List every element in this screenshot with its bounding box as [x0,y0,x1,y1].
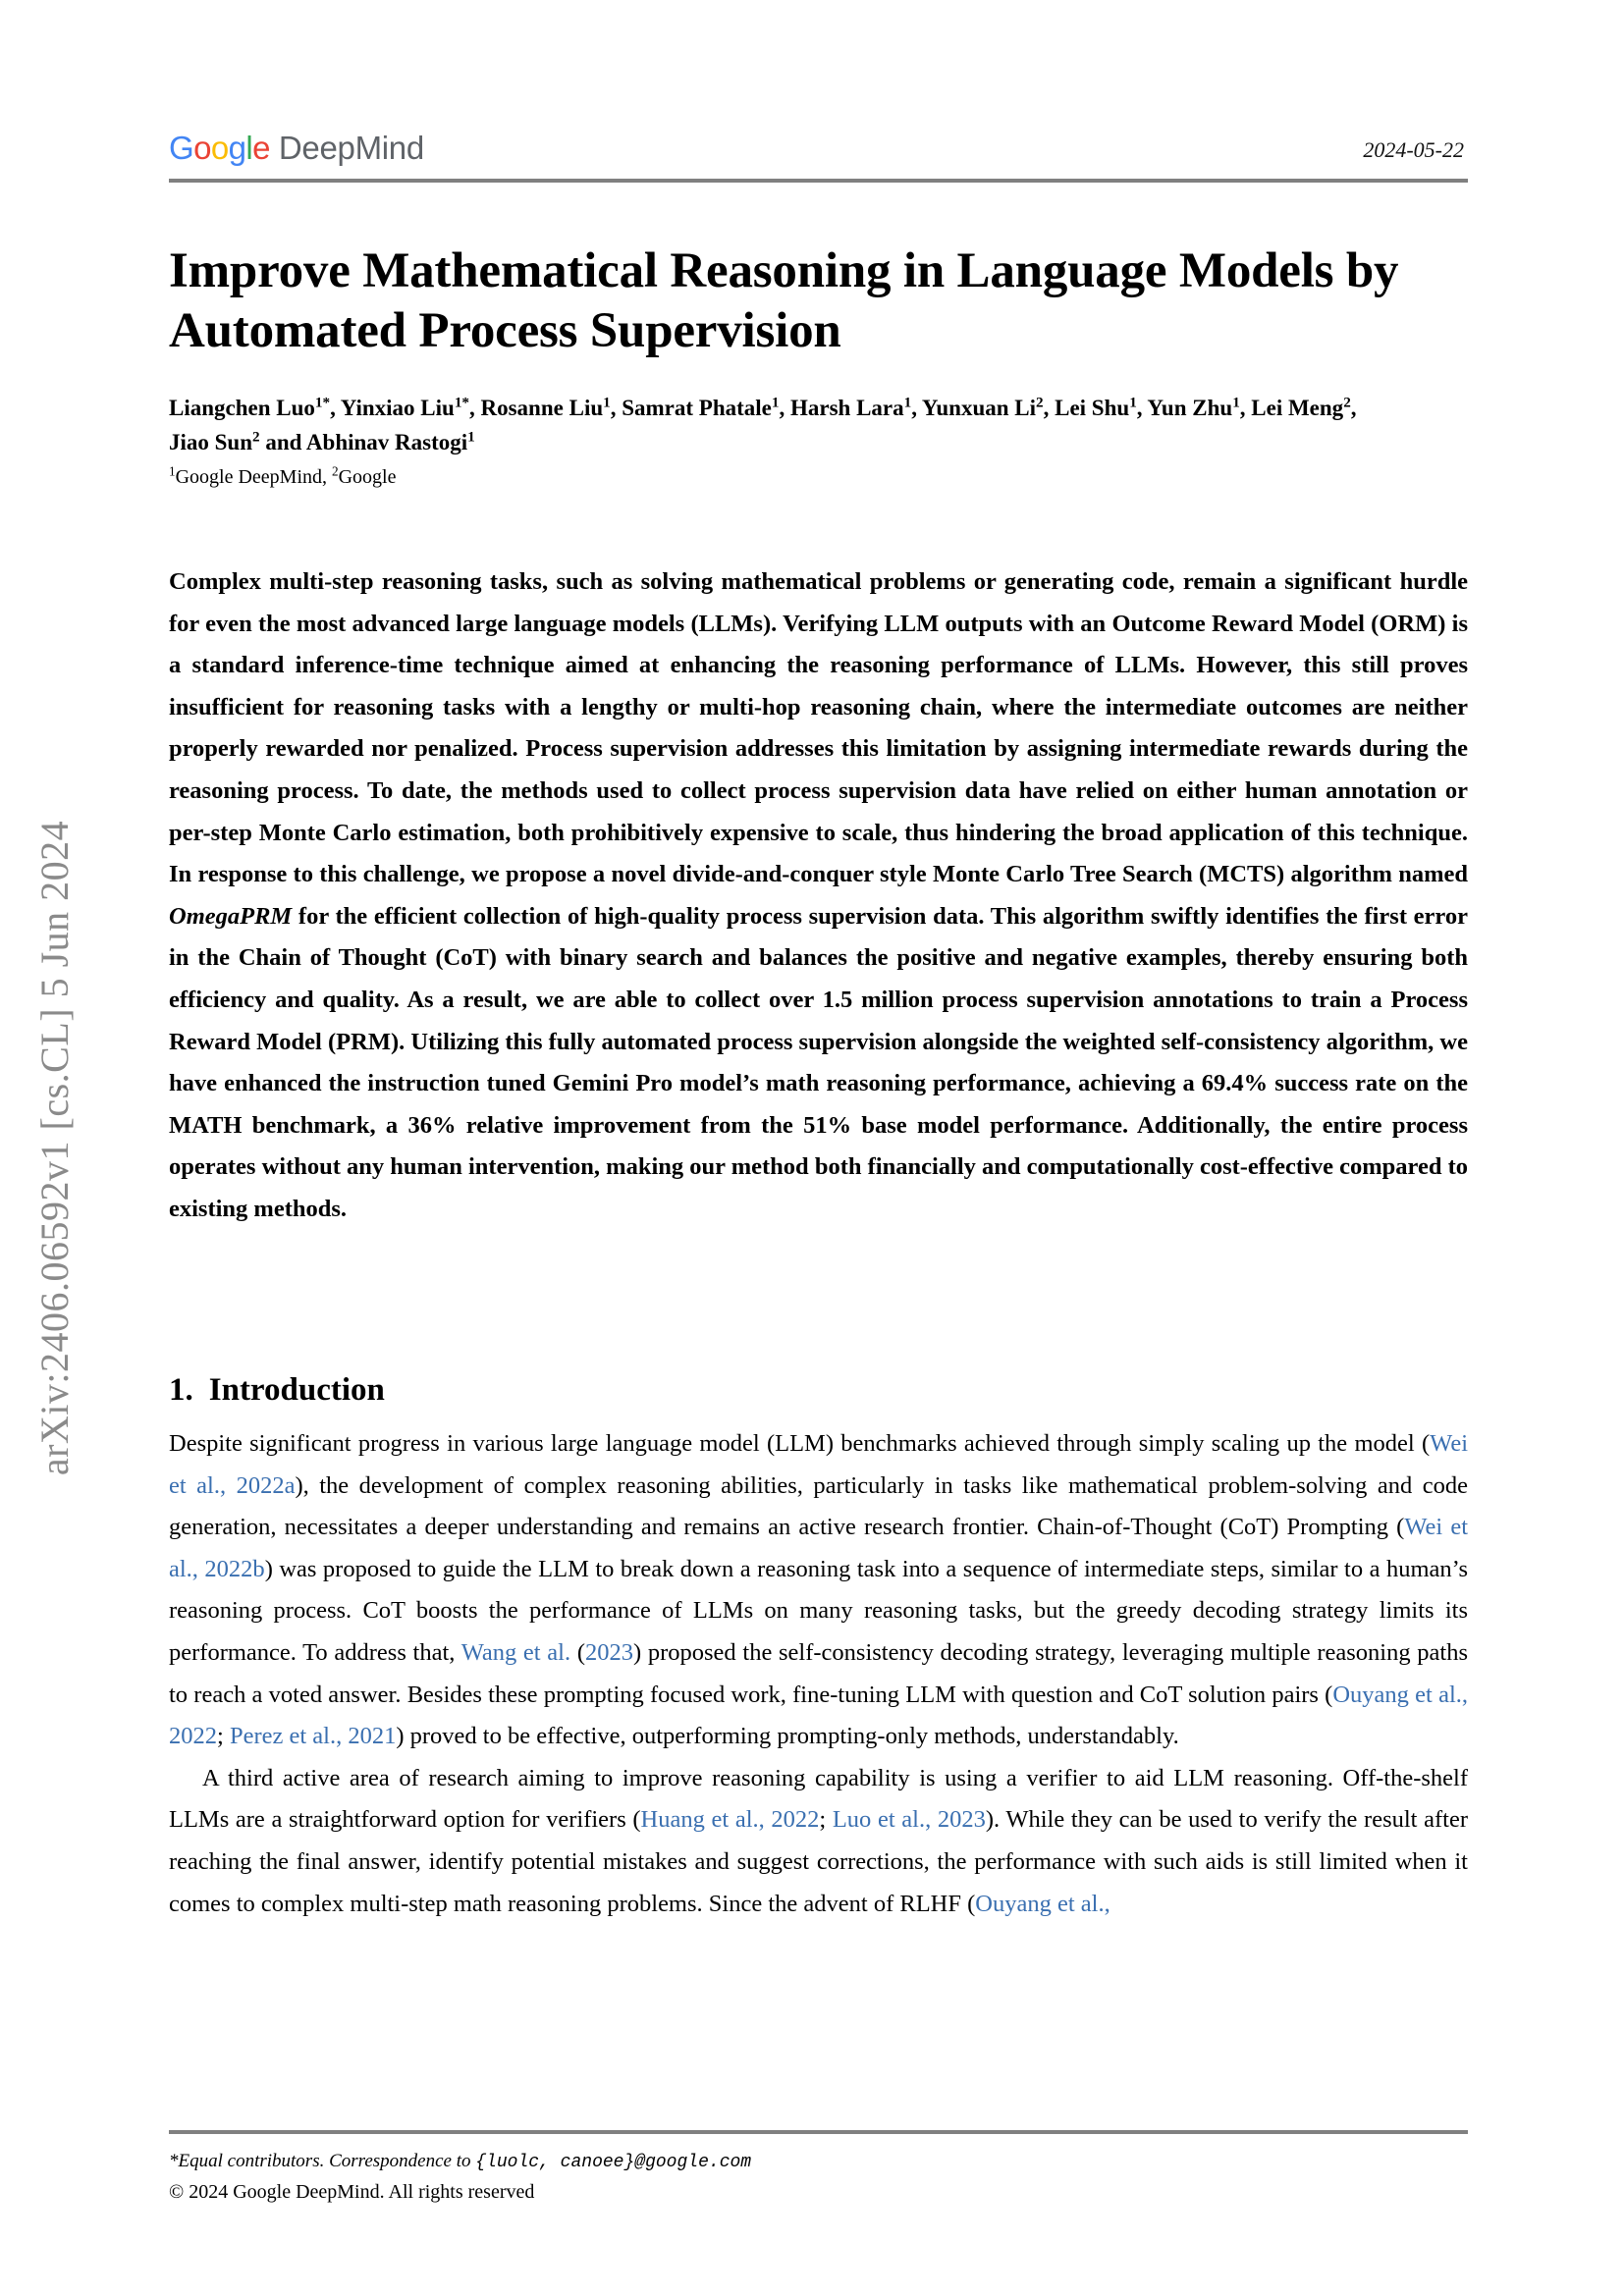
arxiv-stamp-text: arXiv:2406.06592v1 [cs.CL] 5 Jun 2024 [31,820,77,1476]
page-content [169,0,1468,2296]
citation-link[interactable]: Luo et al., 2023 [832,1806,986,1834]
author-list: Liangchen Luo$^{1*}$, Yinxiao Liu$^{1*}$, Rosanne Liu$^1$, Samrat Phatale$^1$, Harsh Lara$^1$, Yunxuan Li$^2$, Lei Shu$^1$, Yun Zhu$^1$, Lei Meng$^2$, Jiao Sun$^2$ and Abhinav Rastogi$^1$ [169,394,1357,454]
paragraph-1: Despite significant progress in various large language model (LLM) benchmarks achieved through simply scaling up the model (Wei et al., 2022a), the development of complex reasoning abilities, particularly in tasks like mathematical problem-solving and code generation, necessitates a deeper understanding and remains an active research frontier. Chain-of-Thought (CoT) Prompting (Wei et al., 2022b) was proposed to guide the LLM to break down a reasoning task into a sequence of intermediate steps, similar to a human’s reasoning process. CoT boosts the performance of LLMs on many reasoning tasks, but the greedy decoding strategy limits its performance. To address that, Wang et al. (2023) proposed the self-consistency decoding strategy, leveraging multiple reasoning paths to reach a voted answer. Besides these prompting focused work, fine-tuning LLM with question and CoT solution pairs (Ouyang et al., 2022; Perez et al., 2021) proved to be effective, outperforming prompting-only methods, understandably. [169,1430,1469,1750]
page-title: Improve Mathematical Reasoning in Language Models by Automated Process Supervision [169,243,1399,359]
citation-link[interactable]: Huang et al., 2022 [640,1806,820,1834]
header-divider [169,179,1468,183]
section-title: Introduction [208,1372,385,1409]
deepmind-wordmark: DeepMind [278,130,424,166]
affiliation-list: $^1$Google DeepMind, $^2$Google [169,463,397,488]
abstract: Complex multi-step reasoning tasks, such as solving mathematical problems or generating code, remain a significant hurdle for even the most advanced large language models (LLMs). Verifying LLM outputs with an Outcome Reward Model (ORM) is a standard inference-time technique aimed at enhancing the reasoning performance of LLMs. However, this still proves insufficient for reasoning tasks with a lengthy or multi-hop reasoning chain, where the intermediate outcomes are neither properly rewarded nor penalized. Process supervision addresses this limitation by assigning intermediate rewards during the reasoning process. To date, the methods used to collect process supervision data have relied on either human annotation or per-step Monte Carlo estimation, both prohibitively expensive to scale, thus hindering the broad application of this technique. In response to this challenge, we propose a novel divide-and-conquer style Monte Carlo Tree Search (MCTS) algorithm named OmegaPRM for the efficient collection of high-quality process supervision data. This algorithm swiftly identifies the first error in the Chain of Thought (CoT) with binary search and balances the positive and negative examples, thereby ensuring both efficiency and quality. As a result, we are able to collect over 1.5 million process supervision annotations to train a Process Reward Model (PRM). Utilizing this fully automated process supervision alongside the weighted self-consistency algorithm, we have enhanced the instruction tuned Gemini Pro model’s math reasoning performance, achieving a 69.4% success rate on the MATH benchmark, a 36% relative improvement from the 51% base model performance. Additionally, the entire process operates without any human intervention, making our method both financially and computationally cost-effective compared to existing methods. [169,568,1468,1222]
google-wordmark: Google [169,130,270,166]
citation-link[interactable]: Perez et al., 2021 [229,1723,397,1750]
arxiv-stamp [0,0,108,2296]
citation-link[interactable]: Wang et al. [460,1638,571,1666]
header-date: 2024-05-22 [1363,137,1464,162]
citation-link[interactable]: Ouyang et al., 2022 [169,1681,1468,1750]
citation-link[interactable]: 2023 [585,1638,633,1666]
footer-divider [169,2130,1468,2134]
citation-link[interactable]: Wei et al., 2022a [169,1430,1468,1499]
copyright-notice: © 2024 Google DeepMind. All rights reserved [169,2181,535,2203]
citation-link[interactable]: Wei et al., 2022b [169,1514,1468,1582]
google-deepmind-logo [169,130,424,167]
section-heading-introduction [169,1369,385,1411]
footnote-text: *Equal contributors. Correspondence to [169,2151,476,2171]
footnote [169,2146,1468,2178]
section-number: 1. [169,1372,193,1409]
correspondence-email: {luolc, canoee}@google.com [475,2153,752,2172]
masthead [169,130,1468,175]
citation-link[interactable]: Ouyang et al., [975,1890,1110,1917]
body-text [169,1423,1468,1925]
paragraph-2: A third active area of research aiming to improve reasoning capability is using a verifier to aid LLM reasoning. Off-the-shelf LLMs are a straightforward option for verifiers (Huang et al., 2022; Luo et al., 2023). While they can be used to verify the result after reaching the final answer, identify potential mistakes and suggest corrections, the performance with such aids is still limited when it comes to complex multi-step math reasoning problems. Since the advent of RLHF (Ouyang et al., [169,1764,1468,1917]
